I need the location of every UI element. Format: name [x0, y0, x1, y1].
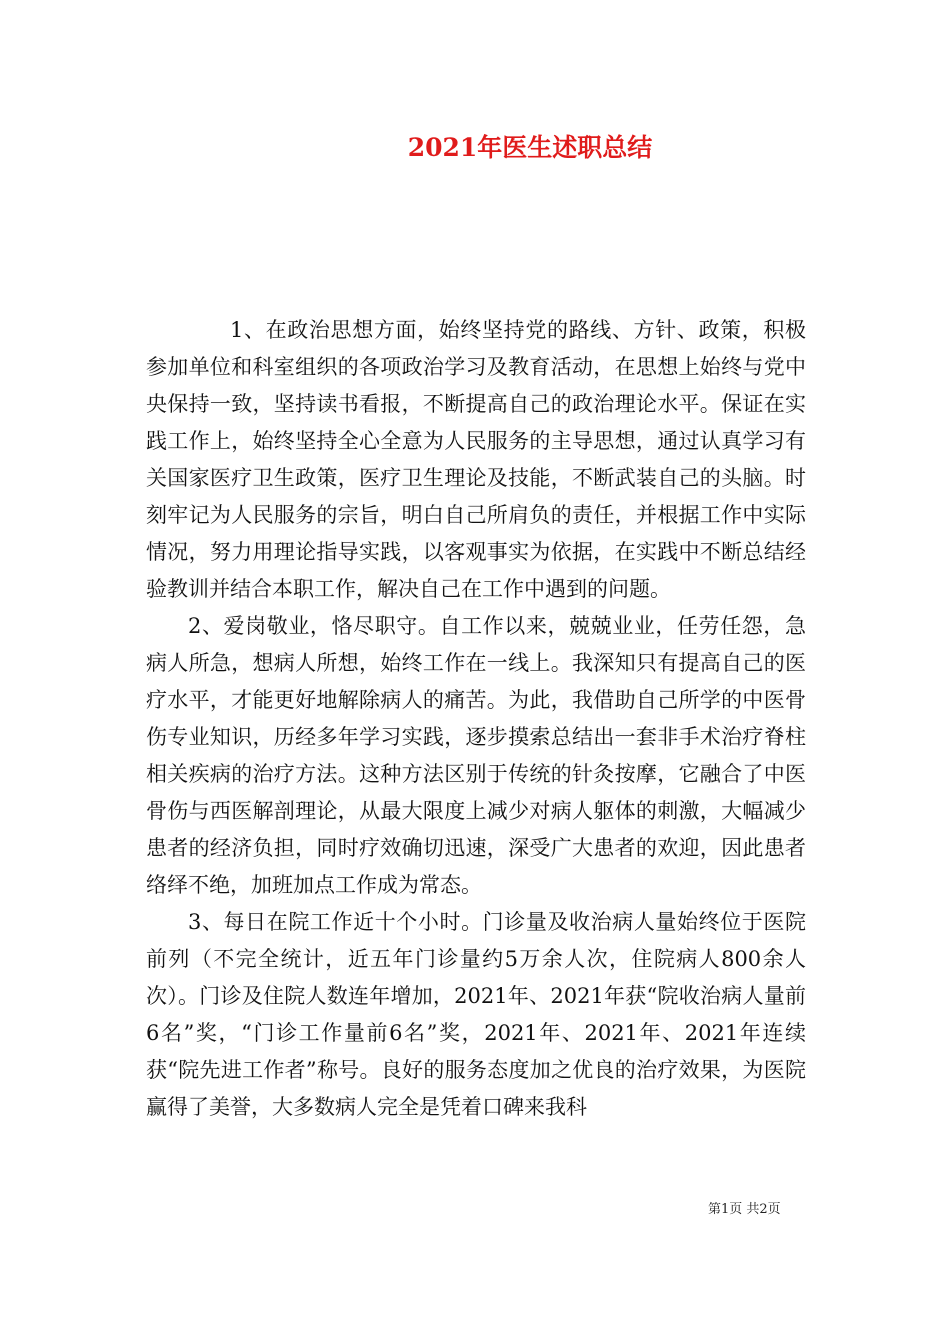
paragraph-1: 1、在政治思想方面，始终坚持党的路线、方针、政策，积极参加单位和科室组织的各项政治学习及教育活动，在思想上始终与党中央保持一致，坚持读书看报，不断提高自己的政治理论水平。保证在实践工作上，始终坚持全心全意为人民服务的主导思想，通过认真学习有关国家医疗卫生政策，医疗卫生理论及技能，不断武装自己的头脑。时刻牢记为人民服务的宗旨，明白自己所肩负的责任，并根据工作中实际情况，努力用理论指导实践，以客观事实为依据，在实践中不断总结经验教训并结合本职工作，解决自己在工作中遇到的问题。 [146, 318, 806, 601]
document-title: 2021年医生述职总结 [407, 133, 653, 162]
paragraph-2: 2、爱岗敬业，恪尽职守。自工作以来，兢兢业业，任劳任怨，急病人所急，想病人所想，始终工作在一线上。我深知只有提高自己的医疗水平，才能更好地解除病人的痛苦。为此，我借助自己所学的中医骨伤专业知识，历经多年学习实践，逐步摸索总结出一套非手术治疗脊柱相关疾病的治疗方法。这种方法区别于传统的针灸按摩，它融合了中医骨伤与西医解剖理论，从最大限度上减少对病人躯体的刺激，大幅减少患者的经济负担，同时疗效确切迅速，深受广大患者的欢迎，因此患者络绎不绝，加班加点工作成为常态。 [146, 614, 806, 897]
document-body [146, 312, 806, 1126]
page-number-footer: 第1页 共2页 [708, 1202, 781, 1217]
paragraph-3: 3、每日在院工作近十个小时。门诊量及收治病人量始终位于医院前列（不完全统计，近五年门诊量约5万余人次，住院病人800余人次）。门诊及住院人数连年增加，2021年、2021年获“院收治病人量前6名”奖，“门诊工作量前6名”奖，2021年、2021年、2021年连续获“院先进工作者”称号。良好的服务态度加之优良的治疗效果，为医院赢得了美誉，大多数病人完全是凭着口碑来我科 [146, 910, 806, 1119]
